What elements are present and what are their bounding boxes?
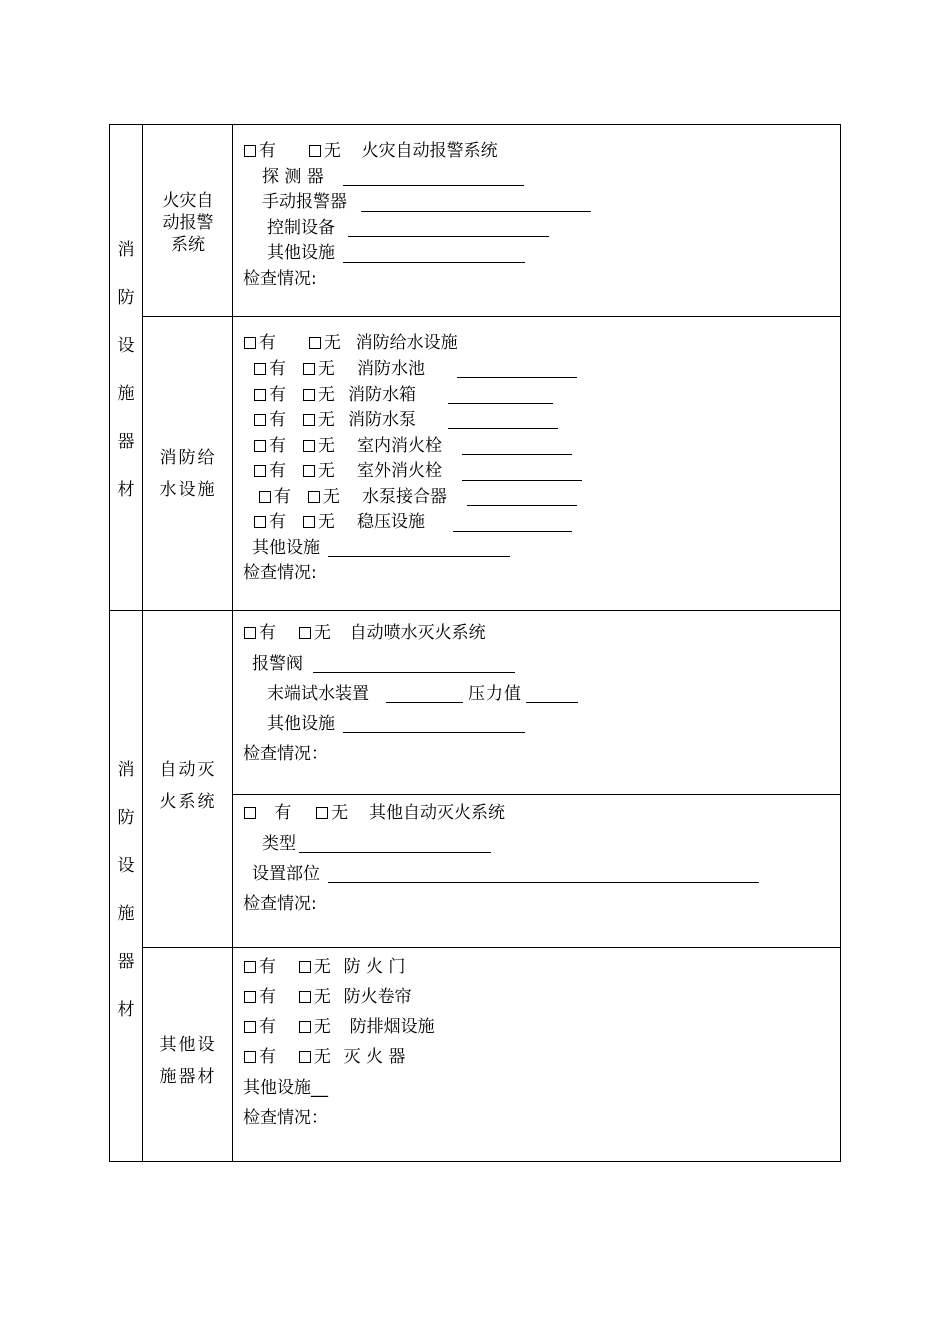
fire-door-row: 有 无 防 火 门 — [244, 957, 405, 977]
water-tank-row: 有 无 — [254, 385, 335, 405]
sub-label-other-equipment: 其他设 施器材 — [159, 1035, 217, 1087]
yes-checkbox[interactable] — [244, 337, 256, 349]
test-device-blank[interactable] — [386, 702, 463, 703]
sub-label-water-supply: 消防给 水设施 — [159, 448, 217, 500]
sprinkler-options: 有 无 自动喷水灭火系统 — [244, 623, 486, 643]
row-divider-4 — [142, 947, 841, 948]
no-checkbox[interactable] — [303, 414, 315, 426]
yes-checkbox[interactable] — [244, 145, 256, 157]
sprinkler-other-label: 其他设施 — [267, 714, 335, 734]
no-checkbox[interactable] — [303, 363, 315, 375]
control-blank[interactable] — [348, 236, 549, 237]
test-device-label: 末端试水装置 — [267, 684, 369, 704]
table-right-border — [840, 124, 841, 1161]
other-auto-options: 有 无 其他自动灭火系统 — [244, 803, 505, 823]
no-checkbox[interactable] — [309, 337, 321, 349]
yes-checkbox[interactable] — [254, 440, 266, 452]
water-adapter-blank[interactable] — [467, 505, 577, 506]
yes-checkbox[interactable] — [259, 491, 271, 503]
water-pressure-label: 稳压设施 — [357, 512, 425, 532]
table-bottom-border — [109, 1161, 841, 1162]
no-checkbox[interactable] — [299, 1051, 311, 1063]
water-outdoor-label: 室外消火栓 — [357, 461, 442, 481]
other-auto-title: 其他自动灭火系统 — [369, 803, 506, 823]
water-title: 消防给水设施 — [355, 333, 458, 353]
yes-checkbox[interactable] — [244, 1021, 256, 1033]
water-check-label: 检查情况: — [243, 563, 317, 583]
water-indoor-label: 室内消火栓 — [357, 436, 442, 456]
misc-other-label: 其他设施__ — [243, 1078, 328, 1098]
water-other-blank[interactable] — [328, 556, 510, 557]
sprinkler-title: 自动喷水灭火系统 — [349, 623, 486, 643]
water-pump-label: 消防水泵 — [348, 410, 416, 430]
alarm-valve-label: 报警阀 — [252, 654, 303, 674]
yes-checkbox[interactable] — [244, 627, 256, 639]
water-pump-blank[interactable] — [448, 428, 558, 429]
table-col-divider-1 — [142, 124, 143, 1161]
yes-checkbox[interactable] — [244, 807, 256, 819]
water-adapter-row: 有 无 — [259, 487, 340, 507]
water-adapter-label: 水泵接合器 — [362, 487, 447, 507]
fire-alarm-other-blank[interactable] — [343, 262, 525, 263]
water-pressure-blank[interactable] — [453, 531, 572, 532]
fire-alarm-title: 火灾自动报警系统 — [361, 141, 498, 161]
yes-checkbox[interactable] — [244, 1051, 256, 1063]
yes-checkbox[interactable] — [254, 363, 266, 375]
detector-label: 探 测 器 — [262, 167, 324, 187]
water-other-label: 其他设施 — [252, 538, 320, 558]
misc-check-label: 检查情况： — [243, 1108, 328, 1128]
no-checkbox[interactable] — [303, 516, 315, 528]
manual-alarm-blank[interactable] — [361, 211, 591, 212]
row-divider-2 — [109, 610, 841, 611]
sprinkler-check-label: 检查情况： — [243, 744, 328, 764]
pressure-value-blank[interactable] — [526, 702, 578, 703]
control-label: 控制设备 — [267, 218, 335, 238]
extinguisher-row: 有 无 灭 火 器 — [244, 1047, 405, 1067]
detector-blank[interactable] — [343, 185, 524, 186]
pressure-value-label: 压力值 — [468, 684, 522, 704]
sub-label-auto-extinguish: 自动灭 火系统 — [159, 760, 217, 812]
yes-checkbox[interactable] — [244, 991, 256, 1003]
no-checkbox[interactable] — [316, 807, 328, 819]
no-checkbox[interactable] — [303, 440, 315, 452]
water-tank-label: 消防水箱 — [348, 385, 416, 405]
water-indoor-blank[interactable] — [462, 454, 572, 455]
water-pool-row: 有 无 — [254, 359, 335, 379]
fire-door-label: 防 火 门 — [343, 957, 406, 977]
no-checkbox[interactable] — [308, 491, 320, 503]
sprinkler-other-blank[interactable] — [343, 732, 525, 733]
fire-shutter-row: 有 无 防火卷帘 — [244, 987, 412, 1007]
yes-checkbox[interactable] — [254, 465, 266, 477]
water-outdoor-blank[interactable] — [462, 480, 582, 481]
water-outdoor-row: 有 无 — [254, 461, 335, 481]
other-auto-check-label: 检查情况: — [243, 894, 317, 914]
fire-alarm-check-label: 检查情况: — [243, 269, 317, 289]
no-checkbox[interactable] — [299, 1021, 311, 1033]
yes-checkbox[interactable] — [254, 516, 266, 528]
no-checkbox[interactable] — [299, 991, 311, 1003]
water-tank-blank[interactable] — [448, 403, 553, 404]
sub-label-fire-alarm: 火灾自 动报警 系统 — [162, 191, 214, 255]
fire-alarm-other-label: 其他设施 — [267, 243, 335, 263]
manual-alarm-label: 手动报警器 — [262, 192, 347, 212]
yes-checkbox[interactable] — [254, 414, 266, 426]
water-pressure-row: 有 无 — [254, 512, 335, 532]
no-checkbox[interactable] — [303, 465, 315, 477]
type-blank[interactable] — [299, 852, 491, 853]
water-pump-row: 有 无 — [254, 410, 335, 430]
location-blank[interactable] — [328, 882, 759, 883]
table-top-border — [109, 124, 841, 125]
water-pool-blank[interactable] — [457, 377, 577, 378]
water-indoor-row: 有 无 — [254, 436, 335, 456]
yes-checkbox[interactable] — [254, 389, 266, 401]
alarm-valve-blank[interactable] — [313, 672, 515, 673]
yes-checkbox[interactable] — [244, 961, 256, 973]
fire-shutter-label: 防火卷帘 — [343, 987, 412, 1007]
extinguisher-label: 灭 火 器 — [343, 1047, 406, 1067]
location-label: 设置部位 — [252, 864, 320, 884]
water-pool-label: 消防水池 — [357, 359, 425, 379]
no-checkbox[interactable] — [299, 961, 311, 973]
row-divider-1 — [142, 316, 841, 317]
category-label-1: 消 防 设 施 器 材 — [117, 240, 135, 500]
table-col-divider-2 — [232, 124, 233, 1161]
fire-alarm-options: 有 无 火灾自动报警系统 — [244, 141, 498, 161]
table-left-border — [109, 124, 110, 1161]
category-label-2: 消 防 设 施 器 材 — [117, 760, 135, 1020]
water-options: 有 无 消防给水设施 — [244, 333, 458, 353]
smoke-label: 防排烟设施 — [349, 1017, 435, 1037]
no-checkbox[interactable] — [299, 627, 311, 639]
no-checkbox[interactable] — [303, 389, 315, 401]
smoke-row: 有 无 防排烟设施 — [244, 1017, 435, 1037]
row-divider-3 — [232, 794, 841, 795]
type-label: 类型 — [262, 834, 296, 854]
no-checkbox[interactable] — [309, 145, 321, 157]
